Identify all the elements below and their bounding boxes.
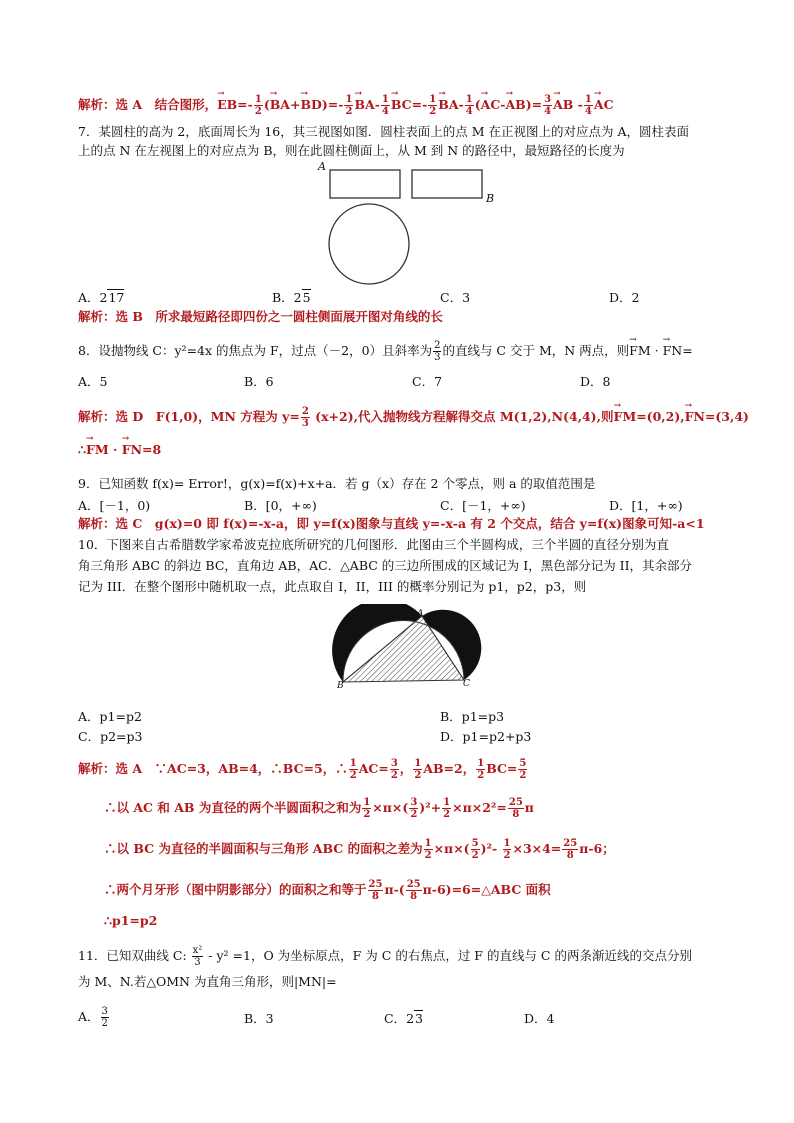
q10-option-c: C．p2=p3 bbox=[78, 729, 143, 744]
triangle-vertex-b: B bbox=[337, 681, 344, 691]
question-11-line-2: 为 M、N.若△OMN 为直角三角形，则|MN|= bbox=[78, 974, 337, 989]
question-10-line-2: 角三角形 ABC 的斜边 BC，直角边 AB，AC．△ABC 的三边所围成的区域记为 I，黑色部分记为 II，其余部分 bbox=[78, 558, 693, 573]
triangle-vertex-c: C bbox=[463, 679, 470, 689]
q11-option-b: B．3 bbox=[244, 1011, 274, 1026]
solution-label: 解析：选 A bbox=[78, 97, 143, 112]
q10-option-b: B．p1=p3 bbox=[440, 709, 505, 724]
question-11-line-1: 11．已知双曲线 C: $\frac{\text{x²}}{3}$ - y² =1，O 为坐标原点，F 为 C 的右焦点，过 F 的直线与 C 的两条渐近线的交点分别 bbox=[78, 945, 692, 968]
question-7-line-2: 上的点 N 在左视图上的对应点为 B，则在此圆柱侧面上，从 M 到 N 的路径中，最短路径的长度为 bbox=[78, 143, 625, 158]
question-7-line-1: 7．某圆柱的高为 2，底面周长为 16，其三视图如图．圆柱表面上的点 M 在正视图上的对应点为 A，圆柱表面 bbox=[78, 124, 690, 139]
point-b-label: B bbox=[486, 192, 495, 205]
solution-10-line-1: 解析：选 A ∵AC=3，AB=4，∴BC=5，∴ $\frac{1}{2}$ AC= $\frac{3}{2}$ ， $\frac{1}{2}$ AB=2， $\frac{1}{2}$ BC= $\frac{5}{2}$ bbox=[78, 758, 527, 781]
q8-option-c: C．7 bbox=[412, 374, 443, 389]
solution-6: 解析：选 A 结合图形，→ EB=- $\frac{1}{2}$ (→ BA+→ BD)=- $\frac{1}{2}$ → BA- $\frac{1}{4}$ → BC=- $\frac{1}{2}$ → BA- $\frac{1}{4}$ (→ AC-→ AB)= $\frac{3}{4}$ → AB - $\frac{1}{4}$ → AC bbox=[78, 94, 614, 117]
question-10-line-3: 记为 III．在整个图形中随机取一点，此点取自 I，II，III 的概率分别记为 p1，p2，p3，则 bbox=[78, 579, 587, 594]
q8-option-d: D．8 bbox=[580, 374, 611, 389]
q8-option-b: B．6 bbox=[244, 374, 274, 389]
q11-option-c: C．23 bbox=[384, 1011, 423, 1026]
q11-option-a: A． $\frac{3}{2}$ bbox=[78, 1006, 108, 1029]
cylinder-three-view-figure bbox=[312, 158, 502, 288]
solution-8-line-2: ∴→ FM · → FN=8 bbox=[78, 442, 161, 458]
q7-option-a: A．217 bbox=[78, 290, 125, 305]
q8-option-a: A．5 bbox=[78, 374, 108, 389]
question-8: 8．设抛物线 C：y²=4x 的焦点为 F，过点（－2，0）且斜率为 $\frac{2}{3}$ 的直线与 C 交于 M，N 两点，则→ FM · → FN= bbox=[78, 340, 693, 363]
q9-option-a: A．[－1，0) bbox=[78, 498, 151, 513]
q7-option-d: D．2 bbox=[609, 290, 640, 305]
q7-option-b: B．25 bbox=[272, 290, 311, 305]
triangle-vertex-a: A bbox=[417, 609, 424, 619]
point-a-label: A bbox=[318, 160, 326, 173]
q10-option-d: D．p1=p2+p3 bbox=[440, 729, 532, 744]
question-9: 9．已知函数 f(x)= Error!，g(x)=f(x)+x+a．若 g（x）存在 2 个零点，则 a 的取值范围是 bbox=[78, 476, 596, 491]
solution-8-line-1: 解析：选 D F(1,0)，MN 方程为 y= $\frac{2}{3}$ (x+2),代入抛物线方程解得交点 M(1,2),N(4,4),则→ FM=(0,2),→ FN=(3,4) bbox=[78, 406, 749, 429]
solution-7: 解析：选 B 所求最短路径即四份之一圆柱侧面展开图对角线的长 bbox=[78, 309, 443, 324]
solution-10-line-3: ∴以 BC 为直径的半圆面积与三角形 ABC 的面积之差为 $\frac{1}{2}$ ×π×( $\frac{5}{2}$ )²- $\frac{1}{2}$ ×3×4= $\frac{25}{8}$ π-6； bbox=[104, 838, 615, 861]
q11-option-d: D．4 bbox=[524, 1011, 555, 1026]
solution-10-line-4: ∴两个月牙形（图中阴影部分）的面积之和等于 $\frac{25}{8}$ π-( $\frac{25}{8}$ π-6)=6=△ABC 面积 bbox=[104, 879, 551, 902]
q9-option-b: B．[0，+∞) bbox=[244, 498, 317, 513]
solution-10-line-5: ∴p1=p2 bbox=[104, 913, 158, 928]
q9-option-d: D．[1，+∞) bbox=[609, 498, 683, 513]
solution-10-line-2: ∴以 AC 和 AB 为直径的两个半圆面积之和为 $\frac{1}{2}$ ×π×( $\frac{3}{2}$ )²+ $\frac{1}{2}$ ×π×2²= $\frac{25}{8}$ π bbox=[104, 797, 534, 820]
solution-9: 解析：选 C g(x)=0 即 f(x)=-x-a，即 y=f(x)图象与直线 y=-x-a 有 2 个交点，结合 y=f(x)图象可知-a<1 bbox=[78, 516, 705, 531]
question-10-line-1: 10．下图来自古希腊数学家希波克拉底所研究的几何图形．此图由三个半圆构成，三个半圆的直径分别为直 bbox=[78, 537, 669, 552]
q9-option-c: C．[－1，+∞) bbox=[440, 498, 526, 513]
q10-option-a: A．p1=p2 bbox=[78, 709, 142, 724]
q7-option-c: C．3 bbox=[440, 290, 471, 305]
